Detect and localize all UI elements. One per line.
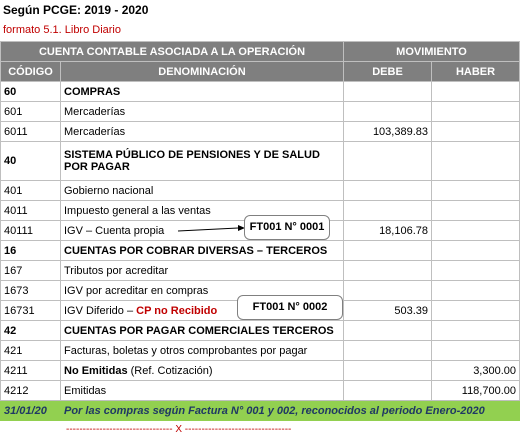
group-account-header: CUENTA CONTABLE ASOCIADA A LA OPERACIÓN bbox=[1, 42, 344, 62]
debit-cell bbox=[344, 341, 432, 361]
table-row bbox=[1, 181, 520, 201]
report-title: Según PCGE: 2019 - 2020 bbox=[3, 3, 149, 17]
account-code: 4211 bbox=[1, 361, 61, 381]
credit-cell bbox=[432, 241, 520, 261]
account-code: 40 bbox=[1, 142, 61, 181]
account-name-note: (Ref. Cotización) bbox=[130, 364, 213, 377]
credit-cell: 118,700.00 bbox=[432, 381, 520, 401]
debit-cell: 18,106.78 bbox=[344, 221, 432, 241]
debit-cell bbox=[344, 241, 432, 261]
format-subtitle: formato 5.1. Libro Diario bbox=[3, 24, 121, 36]
invoice-callout-1: FT001 N° 0001 bbox=[244, 215, 330, 240]
account-name: IGV por acreditar en compras bbox=[61, 281, 344, 301]
credit-cell bbox=[432, 201, 520, 221]
table-row bbox=[1, 361, 520, 381]
entry-date: 31/01/20 bbox=[1, 401, 61, 421]
account-name: SISTEMA PÚBLICO DE PENSIONES Y DE SALUD POR PAGAR bbox=[61, 142, 344, 181]
account-code: 16731 bbox=[1, 301, 61, 321]
debit-cell: 503.39 bbox=[344, 301, 432, 321]
separator-line: -------------------------------- X -------------------------------- bbox=[66, 424, 292, 435]
account-name-text: No Emitidas bbox=[64, 364, 128, 377]
account-name: Impuesto general a las ventas bbox=[61, 201, 344, 221]
credit-cell bbox=[432, 102, 520, 122]
credit-cell bbox=[432, 181, 520, 201]
account-name: Mercaderías bbox=[61, 102, 344, 122]
account-name bbox=[61, 361, 344, 381]
account-name: CUENTAS POR COBRAR DIVERSAS – TERCEROS bbox=[61, 241, 344, 261]
credit-cell bbox=[432, 221, 520, 241]
account-code: 601 bbox=[1, 102, 61, 122]
account-code: 42 bbox=[1, 321, 61, 341]
code-column-header: CÓDIGO bbox=[1, 62, 61, 82]
table-row bbox=[1, 102, 520, 122]
account-code: 40111 bbox=[1, 221, 61, 241]
account-code: 1673 bbox=[1, 281, 61, 301]
table-row bbox=[1, 241, 520, 261]
table-row bbox=[1, 82, 520, 102]
entry-gloss: Por las compras según Factura N° 001 y 002, reconocidos al periodo Enero-2020 bbox=[61, 401, 520, 421]
account-code: 167 bbox=[1, 261, 61, 281]
header-row-group bbox=[1, 42, 520, 62]
table-row bbox=[1, 341, 520, 361]
invoice-callout-2: FT001 N° 0002 bbox=[237, 295, 343, 320]
table-row bbox=[1, 321, 520, 341]
credit-cell bbox=[432, 301, 520, 321]
account-name: Gobierno nacional bbox=[61, 181, 344, 201]
header-row-columns bbox=[1, 62, 520, 82]
table-row bbox=[1, 122, 520, 142]
name-column-header: DENOMINACIÓN bbox=[61, 62, 344, 82]
credit-cell: 3,300.00 bbox=[432, 361, 520, 381]
account-name-text: IGV Diferido – bbox=[64, 304, 134, 317]
account-code: 401 bbox=[1, 181, 61, 201]
account-code: 6011 bbox=[1, 122, 61, 142]
account-name: Facturas, boletas y otros comprobantes por pagar bbox=[61, 341, 344, 361]
account-name: Emitidas bbox=[61, 381, 344, 401]
account-name: Mercaderías bbox=[61, 122, 344, 142]
group-movement-header: MOVIMIENTO bbox=[344, 42, 520, 62]
debit-cell bbox=[344, 201, 432, 221]
debit-cell bbox=[344, 82, 432, 102]
account-code: 4011 bbox=[1, 201, 61, 221]
table-row bbox=[1, 381, 520, 401]
account-name-highlight: CP no Recibido bbox=[136, 304, 218, 317]
debit-cell bbox=[344, 142, 432, 181]
account-code: 16 bbox=[1, 241, 61, 261]
account-code: 421 bbox=[1, 341, 61, 361]
debit-cell bbox=[344, 321, 432, 341]
credit-cell bbox=[432, 321, 520, 341]
debit-column-header: DEBE bbox=[344, 62, 432, 82]
credit-cell bbox=[432, 281, 520, 301]
credit-cell bbox=[432, 122, 520, 142]
arrow-icon bbox=[176, 222, 246, 236]
table-row bbox=[1, 261, 520, 281]
debit-cell: 103,389.83 bbox=[344, 122, 432, 142]
account-name: IGV – Cuenta propia bbox=[61, 221, 344, 241]
account-name: CUENTAS POR PAGAR COMERCIALES TERCEROS bbox=[61, 321, 344, 341]
gloss-row bbox=[1, 401, 520, 421]
debit-cell bbox=[344, 281, 432, 301]
credit-cell bbox=[432, 82, 520, 102]
debit-cell bbox=[344, 361, 432, 381]
credit-cell bbox=[432, 142, 520, 181]
table-row bbox=[1, 142, 520, 181]
account-name: COMPRAS bbox=[61, 82, 344, 102]
credit-column-header: HABER bbox=[432, 62, 520, 82]
debit-cell bbox=[344, 261, 432, 281]
account-name: Tributos por acreditar bbox=[61, 261, 344, 281]
credit-cell bbox=[432, 261, 520, 281]
account-code: 60 bbox=[1, 82, 61, 102]
credit-cell bbox=[432, 341, 520, 361]
account-code: 4212 bbox=[1, 381, 61, 401]
debit-cell bbox=[344, 181, 432, 201]
debit-cell bbox=[344, 102, 432, 122]
debit-cell bbox=[344, 381, 432, 401]
